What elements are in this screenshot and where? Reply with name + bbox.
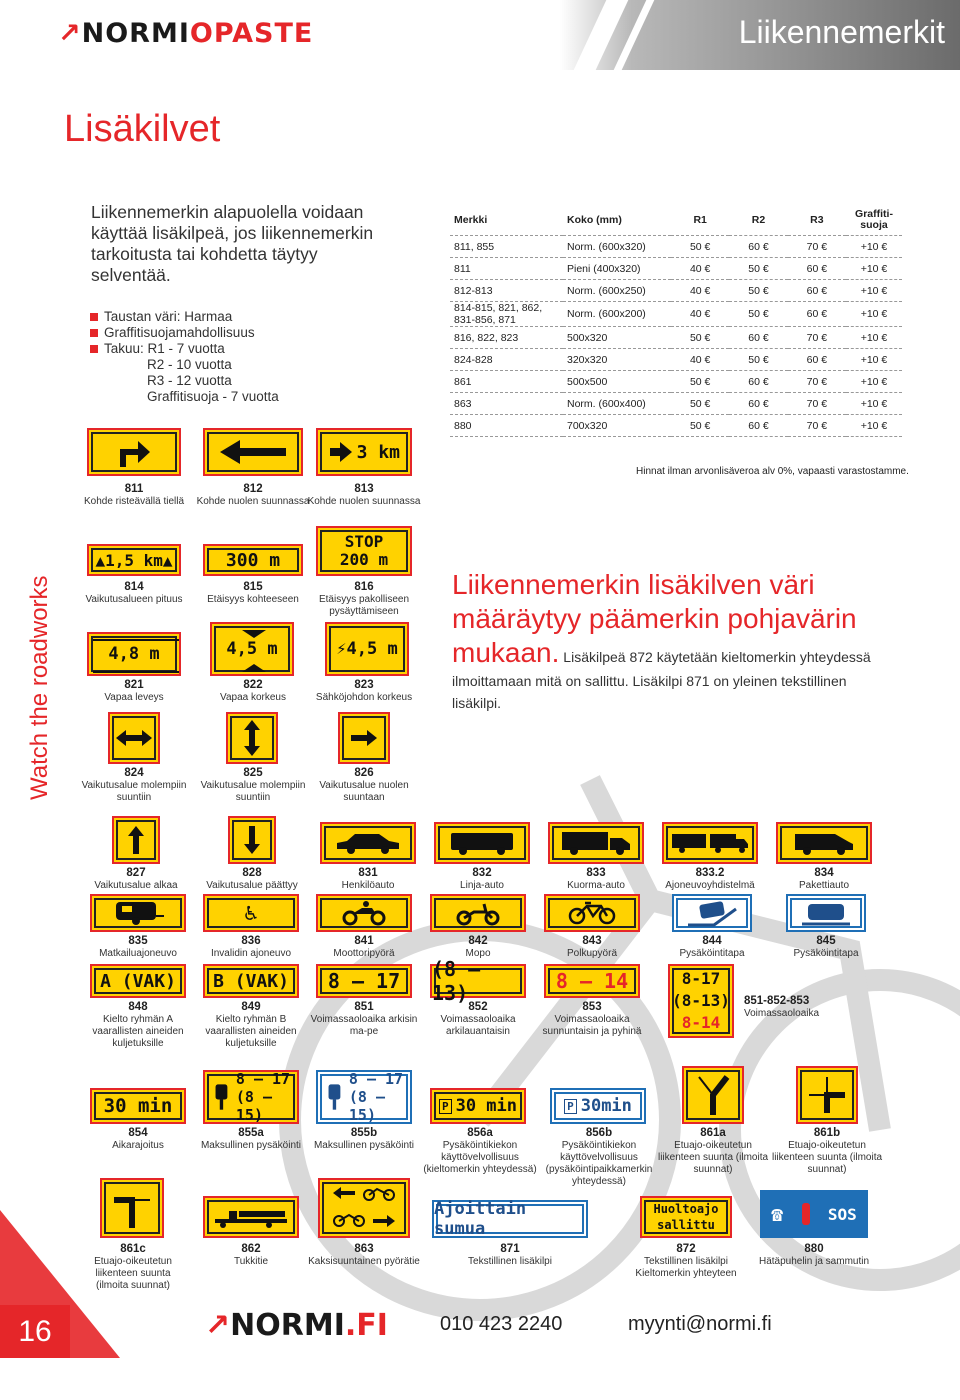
sign-813[interactable]: 3 km <box>316 428 412 476</box>
label-862: 862 Tukkitie <box>233 1243 269 1267</box>
table-cell: 50 € <box>671 371 729 393</box>
table-cell: +10 € <box>846 393 902 415</box>
label-861b: 861b Etuajo-oikeutetun liikenteen suunta (ilmoita suunnat) <box>771 1127 883 1175</box>
sign-842[interactable] <box>430 894 526 932</box>
label-833-2: 833.2 Ajoneuvoyhdistelmä <box>665 867 755 891</box>
table-cell: 40 € <box>671 349 729 371</box>
label-872: 872 Tekstillinen lisäkilpi Kieltomerkin yhteyteen <box>635 1243 737 1279</box>
arrow-up-icon: ▲ <box>95 550 106 570</box>
arrow-up-icon <box>126 824 146 856</box>
arrow-right-icon <box>328 440 354 464</box>
label-827: 827 Vaikutusalue alkaa <box>94 867 178 891</box>
table-cell: 50 € <box>671 393 729 415</box>
table-cell: Norm. (600x250) <box>563 280 671 302</box>
sign-861a[interactable] <box>682 1066 744 1124</box>
table-cell: 60 € <box>729 327 787 349</box>
table-cell: Norm. (600x200) <box>563 302 671 327</box>
spec-item: Takuu: R1 - 7 vuotta <box>90 341 279 357</box>
table-cell: 50 € <box>729 280 787 302</box>
label-855a: 855a Maksullinen pysäköinti <box>200 1127 302 1151</box>
logo-arrow-icon: ↗ <box>58 18 82 49</box>
label-854: 854 Aikarajoitus <box>112 1127 164 1151</box>
table-cell: 812-813 <box>450 280 563 302</box>
arrow-down-icon <box>242 824 262 856</box>
table-row <box>450 302 902 327</box>
label-826: 826 Vaikutusalue nuolen suuntaan <box>319 767 409 803</box>
page-title: Lisäkilvet <box>64 108 221 150</box>
table-cell: 70 € <box>788 371 846 393</box>
table-cell: 50 € <box>729 349 787 371</box>
priority-road-t-icon <box>110 1186 154 1230</box>
label-828: 828 Vaikutusalue päättyy <box>206 867 298 891</box>
table-cell: 60 € <box>788 280 846 302</box>
sign-851[interactable]: 8 – 17 <box>316 964 412 998</box>
table-cell: Norm. (600x320) <box>563 236 671 258</box>
sign-880[interactable]: ☎ SOS <box>760 1190 868 1238</box>
table-cell: +10 € <box>846 258 902 280</box>
brand-logo[interactable] <box>58 18 313 49</box>
side-slogan: Watch the roadworks <box>26 575 53 800</box>
sign-821[interactable]: 4,8 m <box>87 632 181 676</box>
height-arrows-icon <box>212 624 296 678</box>
sign-825[interactable] <box>226 712 278 764</box>
sign-851-852-853[interactable]: 8-17 (8-13) 8-14 <box>668 964 734 1038</box>
fire-extinguisher-icon <box>802 1203 810 1225</box>
width-arrows-icon <box>89 634 183 678</box>
caravan-icon <box>110 900 166 926</box>
sign-856a[interactable]: P 30 min <box>430 1088 526 1124</box>
table-cell: +10 € <box>846 349 902 371</box>
logo-text-opaste: OPASTE <box>189 18 314 49</box>
sign-853[interactable]: 8 – 14 <box>544 964 640 998</box>
table-cell: 40 € <box>671 258 729 280</box>
label-855b: 855b Maksullinen pysäköinti <box>313 1127 415 1151</box>
price-note: Hinnat ilman arvonlisäveroa alv 0%, vapaasti varastostamme. <box>636 466 909 477</box>
label-856a: 856a Pysäköintikiekon käyttövelvollisuus (kieltomerkin yhteydessä) <box>423 1127 537 1175</box>
sign-855b[interactable]: 8 – 17 (8 – 15) <box>316 1070 412 1124</box>
color-note: Liikennemerkin lisäkilven väri määräytyy päämerkin pohjavärin mukaan. Lisäkilpeä 872 käytetään kieltomerkin yhteydessä ilmoittamaan mitä on sallittu. Lisäkilpi 871 on yleinen tekstillinen lisäkilpi. <box>452 569 871 711</box>
table-cell: +10 € <box>846 236 902 258</box>
table-cell: 863 <box>450 393 563 415</box>
page-number: 16 <box>0 1305 70 1358</box>
sign-852[interactable]: (8 – 13) <box>430 964 526 998</box>
table-cell: 814-815, 821, 862, 831-856, 871 <box>450 302 563 327</box>
sign-849[interactable]: B (VAK) <box>203 964 299 998</box>
label-844: 844 Pysäköintitapa <box>679 935 745 959</box>
parking-meter-icon <box>326 1080 343 1114</box>
table-cell: +10 € <box>846 415 902 437</box>
parking-car-icon <box>800 900 852 926</box>
sign-871[interactable]: Ajoittain sumua <box>432 1200 588 1238</box>
label-814: 814 Vaikutusalueen pituus <box>85 581 183 605</box>
label-832: 832 Linja-auto <box>460 867 504 891</box>
table-cell: 70 € <box>788 415 846 437</box>
two-way-bicycle-icon <box>329 1185 399 1231</box>
sign-835[interactable] <box>90 894 186 932</box>
sign-862[interactable] <box>203 1196 299 1238</box>
label-815: 815 Etäisyys kohteeseen <box>207 581 299 605</box>
footer-email[interactable]: myynti@normi.fi <box>628 1313 772 1335</box>
table-cell: 60 € <box>788 258 846 280</box>
table-cell: 60 € <box>788 349 846 371</box>
moped-icon <box>454 900 502 926</box>
warranty-line: R2 - 10 vuotta <box>147 357 232 372</box>
table-cell: 40 € <box>671 302 729 327</box>
sign-845[interactable] <box>786 894 866 932</box>
label-822: 822 Vapaa korkeus <box>220 679 286 703</box>
sign-812[interactable] <box>203 428 303 476</box>
sign-861c[interactable] <box>100 1178 164 1238</box>
logo-text-normi: NORMI <box>81 18 190 49</box>
parking-meter-icon <box>213 1080 230 1114</box>
label-851: 851 Voimassaoloaika arkisin ma-pe <box>310 1001 418 1037</box>
table-cell: 861 <box>450 371 563 393</box>
truck-trailer-icon <box>670 832 750 854</box>
label-842: 842 Mopo <box>465 935 491 959</box>
table-cell: 70 € <box>788 327 846 349</box>
label-836: 836 Invalidin ajoneuvo <box>210 935 292 959</box>
table-row <box>450 280 902 302</box>
sign-828[interactable] <box>228 816 276 864</box>
table-cell: +10 € <box>846 280 902 302</box>
logo-arrow-icon: ↗ <box>205 1308 231 1343</box>
table-cell: 824-828 <box>450 349 563 371</box>
table-cell: 60 € <box>729 236 787 258</box>
table-cell: 500x500 <box>563 371 671 393</box>
table-cell: 811 <box>450 258 563 280</box>
table-cell: +10 € <box>846 327 902 349</box>
table-cell: 700x320 <box>563 415 671 437</box>
sign-815[interactable]: 300 m <box>203 544 303 576</box>
sign-827[interactable] <box>112 816 160 864</box>
label-843: 843 Polkupyörä <box>566 935 618 959</box>
label-849: 849 Kielto ryhmän B vaarallisten aineiden kuljetuksille <box>205 1001 297 1049</box>
label-831: 831 Henkilöauto <box>341 867 395 891</box>
table-row <box>450 349 902 371</box>
table-cell: 60 € <box>788 302 846 327</box>
label-861a: 861a Etuajo-oikeutetun liikenteen suunta (ilmoita suunnat) <box>657 1127 769 1175</box>
table-cell: 40 € <box>671 280 729 302</box>
truck-icon <box>560 830 632 856</box>
spec-item: Graffitisuojamahdollisuus <box>90 325 279 341</box>
warranty-line: Graffitisuoja - 7 vuotta <box>147 389 279 404</box>
price-table <box>450 205 902 437</box>
table-cell: 811, 855 <box>450 236 563 258</box>
table-cell: 50 € <box>729 258 787 280</box>
table-row <box>450 258 902 280</box>
table-row <box>450 393 902 415</box>
label-823: 823 Sähköjohdon korkeus <box>315 679 413 703</box>
sign-855a[interactable]: 8 – 17 (8 – 15) <box>203 1070 299 1124</box>
arrow-left-icon <box>218 438 288 466</box>
sign-844[interactable] <box>672 894 752 932</box>
sign-824[interactable] <box>108 712 160 764</box>
label-835: 835 Matkailuajoneuvo <box>99 935 177 959</box>
table-cell: 60 € <box>729 415 787 437</box>
sign-832[interactable] <box>434 822 530 864</box>
sign-811[interactable] <box>87 428 181 476</box>
footer-phone[interactable]: 010 423 2240 <box>440 1313 563 1335</box>
sign-861b[interactable] <box>796 1066 858 1124</box>
double-arrow-vertical-icon <box>242 718 262 758</box>
arrow-up-icon: ▲ <box>162 550 173 570</box>
label-812: 812 Kohde nuolen suunnassa <box>196 483 310 507</box>
table-cell: 320x320 <box>563 349 671 371</box>
bicycle-icon <box>567 900 617 926</box>
label-813: 813 Kohde nuolen suunnassa <box>307 483 421 507</box>
table-row <box>450 415 902 437</box>
footer-logo[interactable]: ↗NORMI.FI <box>205 1308 388 1343</box>
sign-816[interactable]: STOP 200 m <box>316 526 412 576</box>
double-arrow-horizontal-icon <box>114 728 154 748</box>
logging-truck-icon <box>213 1205 289 1229</box>
table-row <box>450 371 902 393</box>
label-821: 821 Vapaa leveys <box>104 679 164 703</box>
label-816: 816 Etäisyys pakolliseen pysäyttämiseen <box>318 581 410 617</box>
label-834: 834 Pakettiauto <box>798 867 850 891</box>
turn-right-arrow-icon <box>114 435 154 469</box>
table-cell: +10 € <box>846 371 902 393</box>
label-824: 824 Vaikutusalue molempiin suuntiin <box>81 767 187 803</box>
sign-833-2[interactable] <box>662 822 758 864</box>
sign-831[interactable] <box>320 822 416 864</box>
sign-856b[interactable]: P 30min <box>550 1088 646 1124</box>
label-853: 853 Voimassaoloaika sunnuntaisin ja pyhinä <box>542 1001 642 1037</box>
sign-826[interactable] <box>338 712 390 764</box>
table-cell: 880 <box>450 415 563 437</box>
label-880: 880 Hätäpuhelin ja sammutin <box>758 1243 870 1267</box>
sign-814[interactable]: ▲ 1,5 km ▲ <box>87 544 181 576</box>
motorcycle-icon <box>340 900 388 926</box>
parking-curb-icon <box>684 899 740 927</box>
table-cell: Norm. (600x400) <box>563 393 671 415</box>
label-848: 848 Kielto ryhmän A vaarallisten aineiden kuljetuksille <box>92 1001 184 1049</box>
label-841: 841 Moottoripyörä <box>333 935 395 959</box>
priority-road-y-icon <box>693 1073 733 1117</box>
label-845: 845 Pysäköintitapa <box>793 935 859 959</box>
section-title: Liikennemerkit <box>738 14 945 50</box>
label-851-852-853: 851-852-853 Voimassaoloaika <box>744 995 820 1019</box>
table-row <box>450 236 902 258</box>
phone-icon: ☎ <box>771 1202 784 1226</box>
table-cell: 50 € <box>671 415 729 437</box>
label-863: 863 Kaksisuuntainen pyörätie <box>308 1243 420 1267</box>
table-cell: 50 € <box>671 236 729 258</box>
sign-848[interactable]: A (VAK) <box>90 964 186 998</box>
table-cell: 60 € <box>729 393 787 415</box>
van-icon <box>791 830 857 856</box>
label-825: 825 Vaikutusalue molempiin suuntiin <box>200 767 306 803</box>
label-861c: 861c Etuajo-oikeutetun liikenteen suunta (ilmoita suunnat) <box>94 1243 172 1291</box>
car-icon <box>333 831 403 855</box>
sign-836[interactable] <box>203 894 299 932</box>
label-852: 852 Voimassaoloaika arkilauantaisin <box>440 1001 516 1037</box>
parking-disc-icon: P <box>439 1099 452 1114</box>
sign-854[interactable]: 30 min <box>90 1088 186 1124</box>
sign-863[interactable] <box>318 1178 410 1238</box>
table-cell: 70 € <box>788 393 846 415</box>
sign-843[interactable] <box>544 894 640 932</box>
table-cell: +10 € <box>846 302 902 327</box>
spec-list <box>90 309 279 405</box>
lightning-icon: ⚡ <box>336 639 347 659</box>
arrow-right-icon <box>349 728 379 748</box>
table-cell: 816, 822, 823 <box>450 327 563 349</box>
label-871: 871 Tekstillinen lisäkilpi <box>468 1243 552 1267</box>
sign-834[interactable] <box>776 822 872 864</box>
sign-833[interactable] <box>548 822 644 864</box>
table-cell: Pieni (400x320) <box>563 258 671 280</box>
label-833: 833 Kuorma-auto <box>567 867 625 891</box>
table-cell: 50 € <box>729 302 787 327</box>
parking-disc-icon: P <box>564 1099 577 1114</box>
table-cell: 70 € <box>788 236 846 258</box>
table-cell: 500x320 <box>563 327 671 349</box>
table-row <box>450 327 902 349</box>
table-header-row: Merkki Koko (mm) R1 R2 R3 Graffiti-suoja <box>450 205 902 236</box>
bus-icon <box>447 830 517 856</box>
sign-822[interactable]: 4,5 m <box>210 622 294 676</box>
wheelchair-icon: ♿ <box>244 900 258 926</box>
priority-road-cross-icon <box>805 1073 849 1117</box>
label-856b: 856b Pysäköintikiekon käyttövelvollisuus (pysäköintipaikkamerkin yhteydessä) <box>545 1127 653 1187</box>
sign-841[interactable] <box>316 894 412 932</box>
spec-item: Taustan väri: Harmaa <box>90 309 279 325</box>
sign-872[interactable]: Huoltoajo sallittu <box>640 1196 732 1238</box>
label-811: 811 Kohde risteävällä tiellä <box>83 483 185 507</box>
intro-text: Liikennemerkin alapuolella voidaan käyttää lisäkilpeä, jos liikennemerkin tarkoitusta tai kohdetta täytyy selventää. <box>91 202 374 285</box>
warranty-line: R3 - 12 vuotta <box>147 373 232 388</box>
sign-823[interactable]: ⚡ 4,5 m <box>325 622 409 676</box>
bicycle-watermark <box>230 700 960 1400</box>
table-cell: 60 € <box>729 371 787 393</box>
table-cell: 50 € <box>671 327 729 349</box>
